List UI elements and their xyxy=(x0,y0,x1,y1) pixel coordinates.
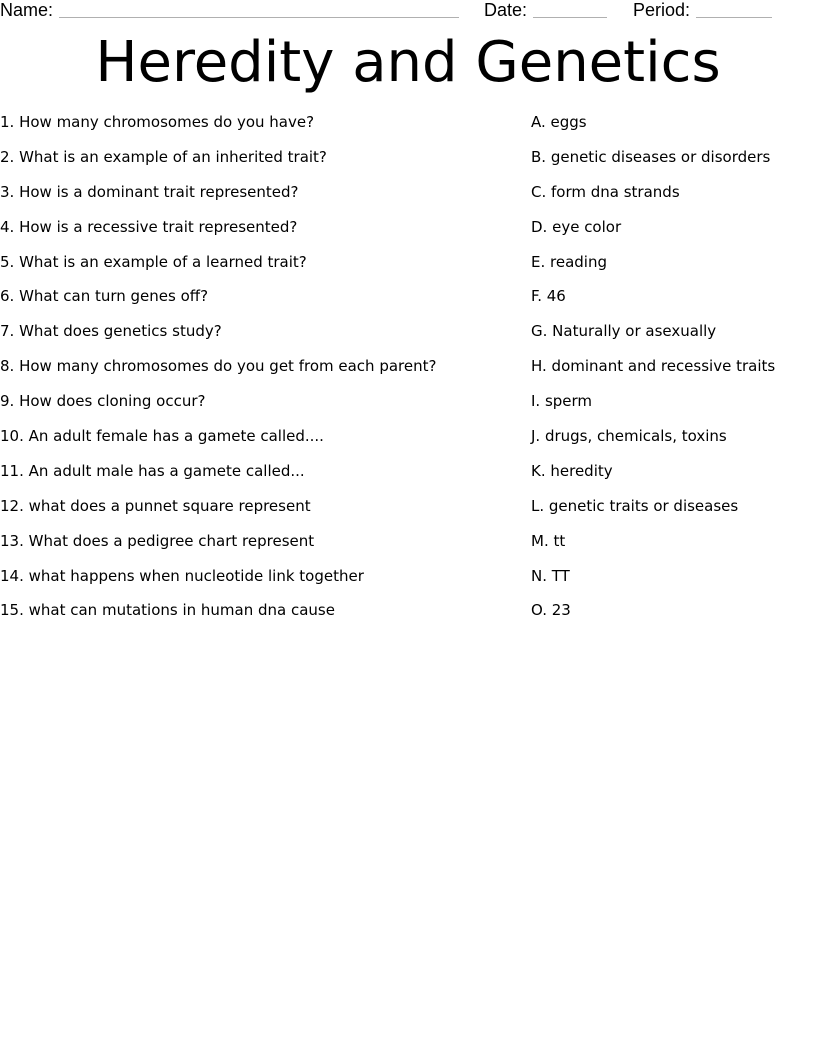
date-blank-line xyxy=(533,0,607,18)
name-blank-line xyxy=(59,0,459,18)
question-item: 5. What is an example of a learned trait? xyxy=(0,252,307,271)
answer-item: A. eggs xyxy=(531,113,587,131)
period-blank-line xyxy=(696,0,772,18)
name-label: Name: xyxy=(0,0,54,20)
answer-item: C. form dna strands xyxy=(531,182,680,201)
answer-item: E. reading xyxy=(531,252,607,271)
question-item: 11. An adult male has a gamete called... xyxy=(0,461,305,480)
worksheet-header xyxy=(0,0,816,24)
answer-item: F. 46 xyxy=(531,287,566,306)
question-item: 6. What can turn genes off? xyxy=(0,287,209,306)
answer-item: N. TT xyxy=(531,566,570,585)
answer-item: H. dominant and recessive traits xyxy=(531,357,776,376)
question-item: 9. How does cloning occur? xyxy=(0,392,206,411)
answer-item: I. sperm xyxy=(531,392,593,411)
answer-item: L. genetic traits or diseases xyxy=(531,496,739,515)
answer-item: M. tt xyxy=(531,531,566,550)
question-item: 12. what does a punnet square represent xyxy=(0,496,311,515)
period-field xyxy=(633,0,772,20)
name-field xyxy=(0,0,459,20)
question-item: 13. What does a pedigree chart represent xyxy=(0,531,315,550)
period-label: Period: xyxy=(633,0,691,20)
answer-item: O. 23 xyxy=(531,601,571,620)
question-item: 7. What does genetics study? xyxy=(0,322,222,341)
answer-item: J. drugs, chemicals, toxins xyxy=(531,427,727,446)
question-item: 10. An adult female has a gamete called.... xyxy=(0,427,324,446)
date-label: Date: xyxy=(484,0,528,20)
question-item: 15. what can mutations in human dna cause xyxy=(0,601,335,620)
question-item: 14. what happens when nucleotide link together xyxy=(0,566,364,585)
question-item: 4. How is a recessive trait represented? xyxy=(0,217,298,236)
answer-list xyxy=(531,112,816,635)
answer-item: D. eye color xyxy=(531,217,622,236)
question-list xyxy=(0,112,510,635)
question-item: 2. What is an example of an inherited trait? xyxy=(0,147,327,166)
question-item: 1. How many chromosomes do you have? xyxy=(0,113,315,131)
answer-item: G. Naturally or asexually xyxy=(531,322,717,341)
answer-item: K. heredity xyxy=(531,461,613,480)
page-title: Heredity and Genetics xyxy=(95,30,721,95)
answer-item: B. genetic diseases or disorders xyxy=(531,147,771,166)
question-item: 8. How many chromosomes do you get from each parent? xyxy=(0,357,437,376)
date-field xyxy=(484,0,607,20)
question-item: 3. How is a dominant trait represented? xyxy=(0,182,299,201)
